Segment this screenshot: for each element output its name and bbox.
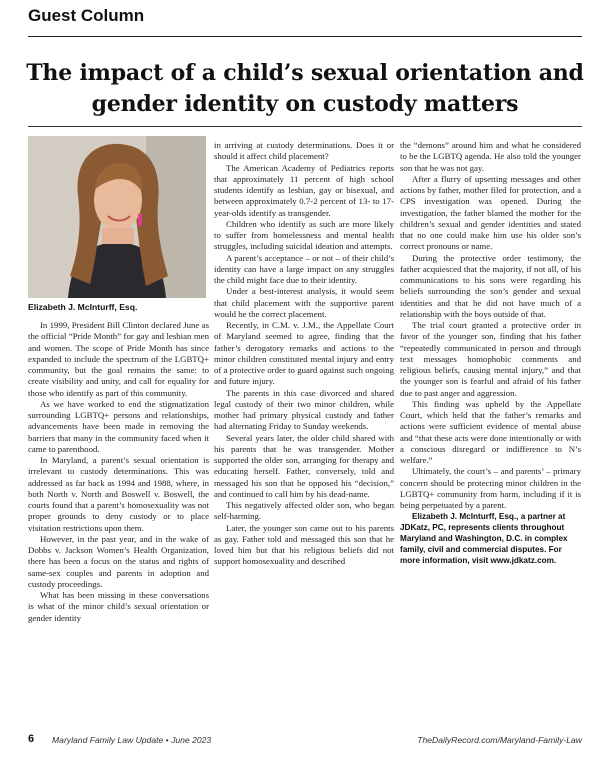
publication-name: Maryland Family Law Update • June 2023 — [52, 735, 212, 745]
paragraph: During the protective order testimony, the father acquiesced that the majority, if not all, of his communications to his sons were regarding his beliefs surrounding the son’s gender and sexual identities and that he did not have much of a relationship with the boys outside of that. — [400, 252, 581, 319]
paragraph: In 1999, President Bill Clinton declared June as the official “Pride Month” for gay and lesbian men and women. The scope of Pride Month has since expanded to include the spectrum of the LGBTQ+ community, but the goal remains the same: to create visibility and unity, and call for equality for those who identify as part of this community. — [28, 320, 209, 398]
paragraph: Later, the younger son came out to his parents as gay. Father told and messaged this son that he loved him but that his religious beliefs did not support homosexuality and described — [214, 522, 394, 567]
page-footer — [28, 735, 582, 749]
paragraph: In Maryland, a parent’s sexual orientation is irrelevant to custody determinations. This was addressed as far back as 1994 and 1988, where, in both North v. North and Boswell v. Boswell, the courts found that a parent’s homosexuality was not proper grounds to deny custody or to place visitation restrictions upon them. — [28, 455, 209, 533]
paragraph: After a flurry of upsetting messages and other actions by father, mother filed for protection, and a CPS investigation was opened. During the investigation, the father blamed the mother for the children’s sexual and gender identities and stated that no one could make him use his older son’s correct pronouns or name. — [400, 173, 581, 252]
paragraph: Several years later, the older child shared with his parents that he was transgender. Mother supported the older son, arranging for therapy and educating herself. Father, conversely, told and messaged his son that he opposed his “decision,” and continued to call him by his dead-name. — [214, 432, 394, 499]
paragraph: Children who identify as such are more likely to suffer from homelessness and mental health struggles, including suicidal ideation and attempts. — [214, 218, 394, 252]
top-rule — [28, 36, 582, 37]
paragraph: What has been missing in these conversations is what of the minor child’s sexual orientation or gender identity — [28, 590, 209, 623]
website-link[interactable]: TheDailyRecord.com/Maryland-Family-Law — [417, 735, 582, 745]
paragraph: This negatively affected older son, who began self-harming. — [214, 500, 394, 522]
paragraph: However, in the past year, and in the wake of Dobbs v. Jackson Women’s Health Organization, there has been a focus on the status and rights of same-sex couples and parents in adoption and custody proceedings. — [28, 533, 209, 589]
paragraph: The American Academy of Pediatrics reports that approximately 11 percent of high school students identify as lesbian, gay or bisexual, and between approximately 0.7-2 percent of 13- to 17-year-olds identify as transgender. — [214, 162, 394, 218]
page-number: 6 — [28, 733, 35, 745]
article-column-2 — [214, 140, 394, 568]
paragraph: Under a best-interest analysis, it would seem that child placement with the supportive parent would be the correct placement. — [214, 286, 394, 319]
author-photo — [28, 136, 206, 298]
author-bio: Elizabeth J. McInturff, Esq., a partner at JDKatz, PC, represents clients throughout Maryland and Washington, D.C. in complex family, civil and commercial disputes. For more information, visit www.jdkatz.com. — [400, 512, 568, 566]
paragraph: A parent’s acceptance – or not – of their child’s identity can have a large impact on any struggles the child might face due to their identity. — [214, 252, 394, 285]
paragraph: This finding was upheld by the Appellate Court, which held that the father’s remarks and actions were sufficient evidence of mental abuse and “that these acts were done intentionally or with a conscious disregard or indifference to N’s welfare.” — [400, 398, 581, 465]
section-label: Guest Column — [28, 6, 145, 25]
photo-caption: Elizabeth J. McInturff, Esq. — [28, 302, 138, 312]
paragraph: in arriving at custody determinations. Does it or should it affect child placement? — [214, 140, 394, 162]
paragraph: The trial court granted a protective order in favor of the younger son, finding that his father “repeatedly communicated in person and through text messages homophobic comments and religious beliefs, causing mental injury,” and that the younger son is fearful and afraid of his father due to past anger and aggression. — [400, 320, 581, 398]
article-column-1 — [28, 320, 209, 624]
headline-rule — [28, 126, 582, 127]
paragraph: Recently, in C.M. v. J.M., the Appellate Court of Maryland seemed to agree, finding that the father’s derogatory remarks and actions to the minor children constituted mental injury and entry of a protective order to guard against such ongoing and future injury. — [214, 320, 394, 387]
headline: The impact of a child’s sexual orientation and gender identity on custody matters — [26, 60, 584, 117]
article-column-3 — [400, 140, 581, 566]
paragraph: As we have worked to end the stigmatization surrounding LGBTQ+ persons and relationships, advancements have been made in removing the barriers that many in the community faced when it came to parenthood. — [28, 398, 209, 454]
paragraph: Ultimately, the court’s – and parents’ – primary concern should be protecting minor children in the LGBTQ+ community from harm, including if it is being perpetuated by a parent. — [400, 466, 581, 510]
portrait-image — [28, 136, 206, 298]
paragraph: the “demons” around him and what he considered to be the LGBTQ agenda. He also told the younger son that he was not gay. — [400, 140, 581, 173]
paragraph: The parents in this case divorced and shared legal custody of their two minor children, while mother had primary physical custody and father had alternating Friday to Sunday weekends. — [214, 387, 394, 432]
